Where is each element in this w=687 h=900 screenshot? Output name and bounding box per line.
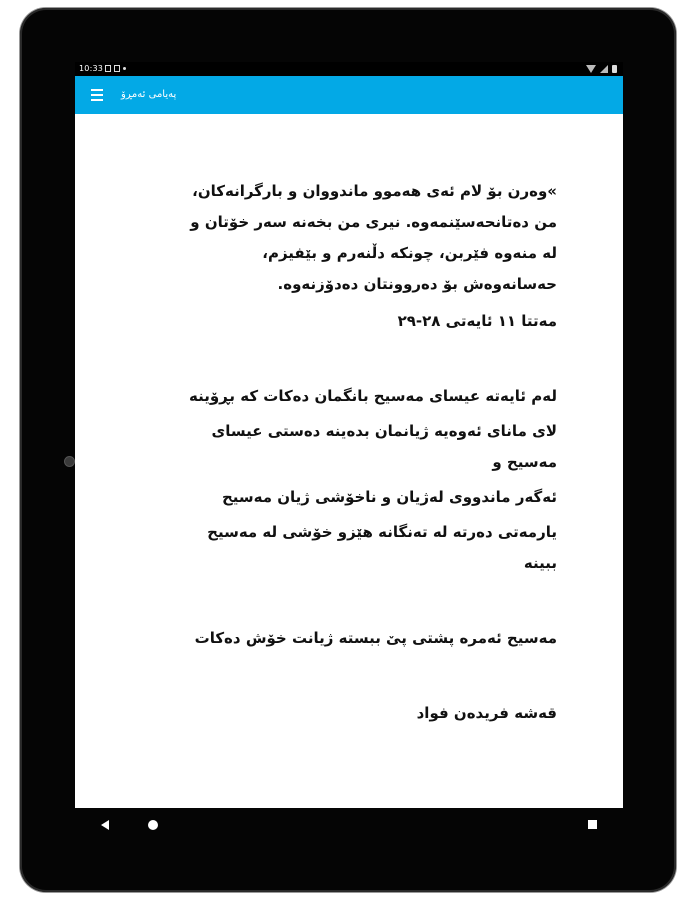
verse-line-4: حەسانەوەش بۆ دەروونتان دەدۆزنەوە. xyxy=(277,275,557,293)
reflection-line-5: یارمەتی دەرتە لە تەنگانە هێزو خۆشی لە مەسیح xyxy=(207,523,557,541)
navigation-bar xyxy=(75,808,623,842)
spacer xyxy=(115,337,557,381)
spacer xyxy=(115,654,557,698)
reflection-line-1: لەم ئایەتە عیسای مەسیح بانگمان دەکات کە بڕۆینە xyxy=(188,387,557,405)
hamburger-menu-icon[interactable] xyxy=(91,89,103,101)
reflection-line-4: ئەگەر ماندووی لەژیان و ناخۆشی ژیان مەسیح xyxy=(221,488,557,506)
recents-square-icon[interactable] xyxy=(588,820,597,829)
verse-line-1: »وەرن بۆ لام ئەی هەموو ماندووان و بارگرانەکان، xyxy=(192,182,557,200)
message-content xyxy=(75,114,623,808)
closing-line: مەسیح ئەمرە پشتی پێ ببستە ژیانت خۆش دەکات xyxy=(194,629,557,647)
status-bar xyxy=(75,62,623,76)
battery-icon xyxy=(612,65,617,73)
author-name: قەشە فریدەن فواد xyxy=(416,704,557,722)
camera-icon xyxy=(64,456,75,467)
verse-reference: مەتتا ١١ ئایەتی ٢٨-٢٩ xyxy=(397,312,557,330)
reflection-line-2: لای مانای ئەوەیە ژیانمان بدەینە دەستی عیسای xyxy=(211,422,557,440)
system-icons xyxy=(586,65,617,73)
dot-icon xyxy=(123,67,126,70)
home-circle-icon[interactable] xyxy=(148,820,158,830)
screen xyxy=(75,62,623,808)
verse-line-3: لە منەوە فێربن، چونکە دڵنەرم و بێفیزم، xyxy=(262,244,557,262)
signal-icon xyxy=(600,65,608,73)
wifi-icon xyxy=(586,65,596,73)
sim-icon xyxy=(114,65,120,72)
app-bar xyxy=(75,76,623,114)
status-time: 10:33 xyxy=(79,64,104,73)
notification-icons xyxy=(105,65,126,72)
reflection-line-6: ببینە xyxy=(523,554,557,572)
app-title: پەیامی ئەمڕۆ xyxy=(121,89,177,100)
verse-line-2: من دەتانحەسێنمەوە. نیری من بخەنە سەر خۆتان و xyxy=(190,213,557,231)
reflection-line-3: مەسیح و xyxy=(492,453,557,471)
spacer xyxy=(115,579,557,623)
back-triangle-icon[interactable] xyxy=(101,820,109,830)
notification-icon xyxy=(105,65,111,72)
